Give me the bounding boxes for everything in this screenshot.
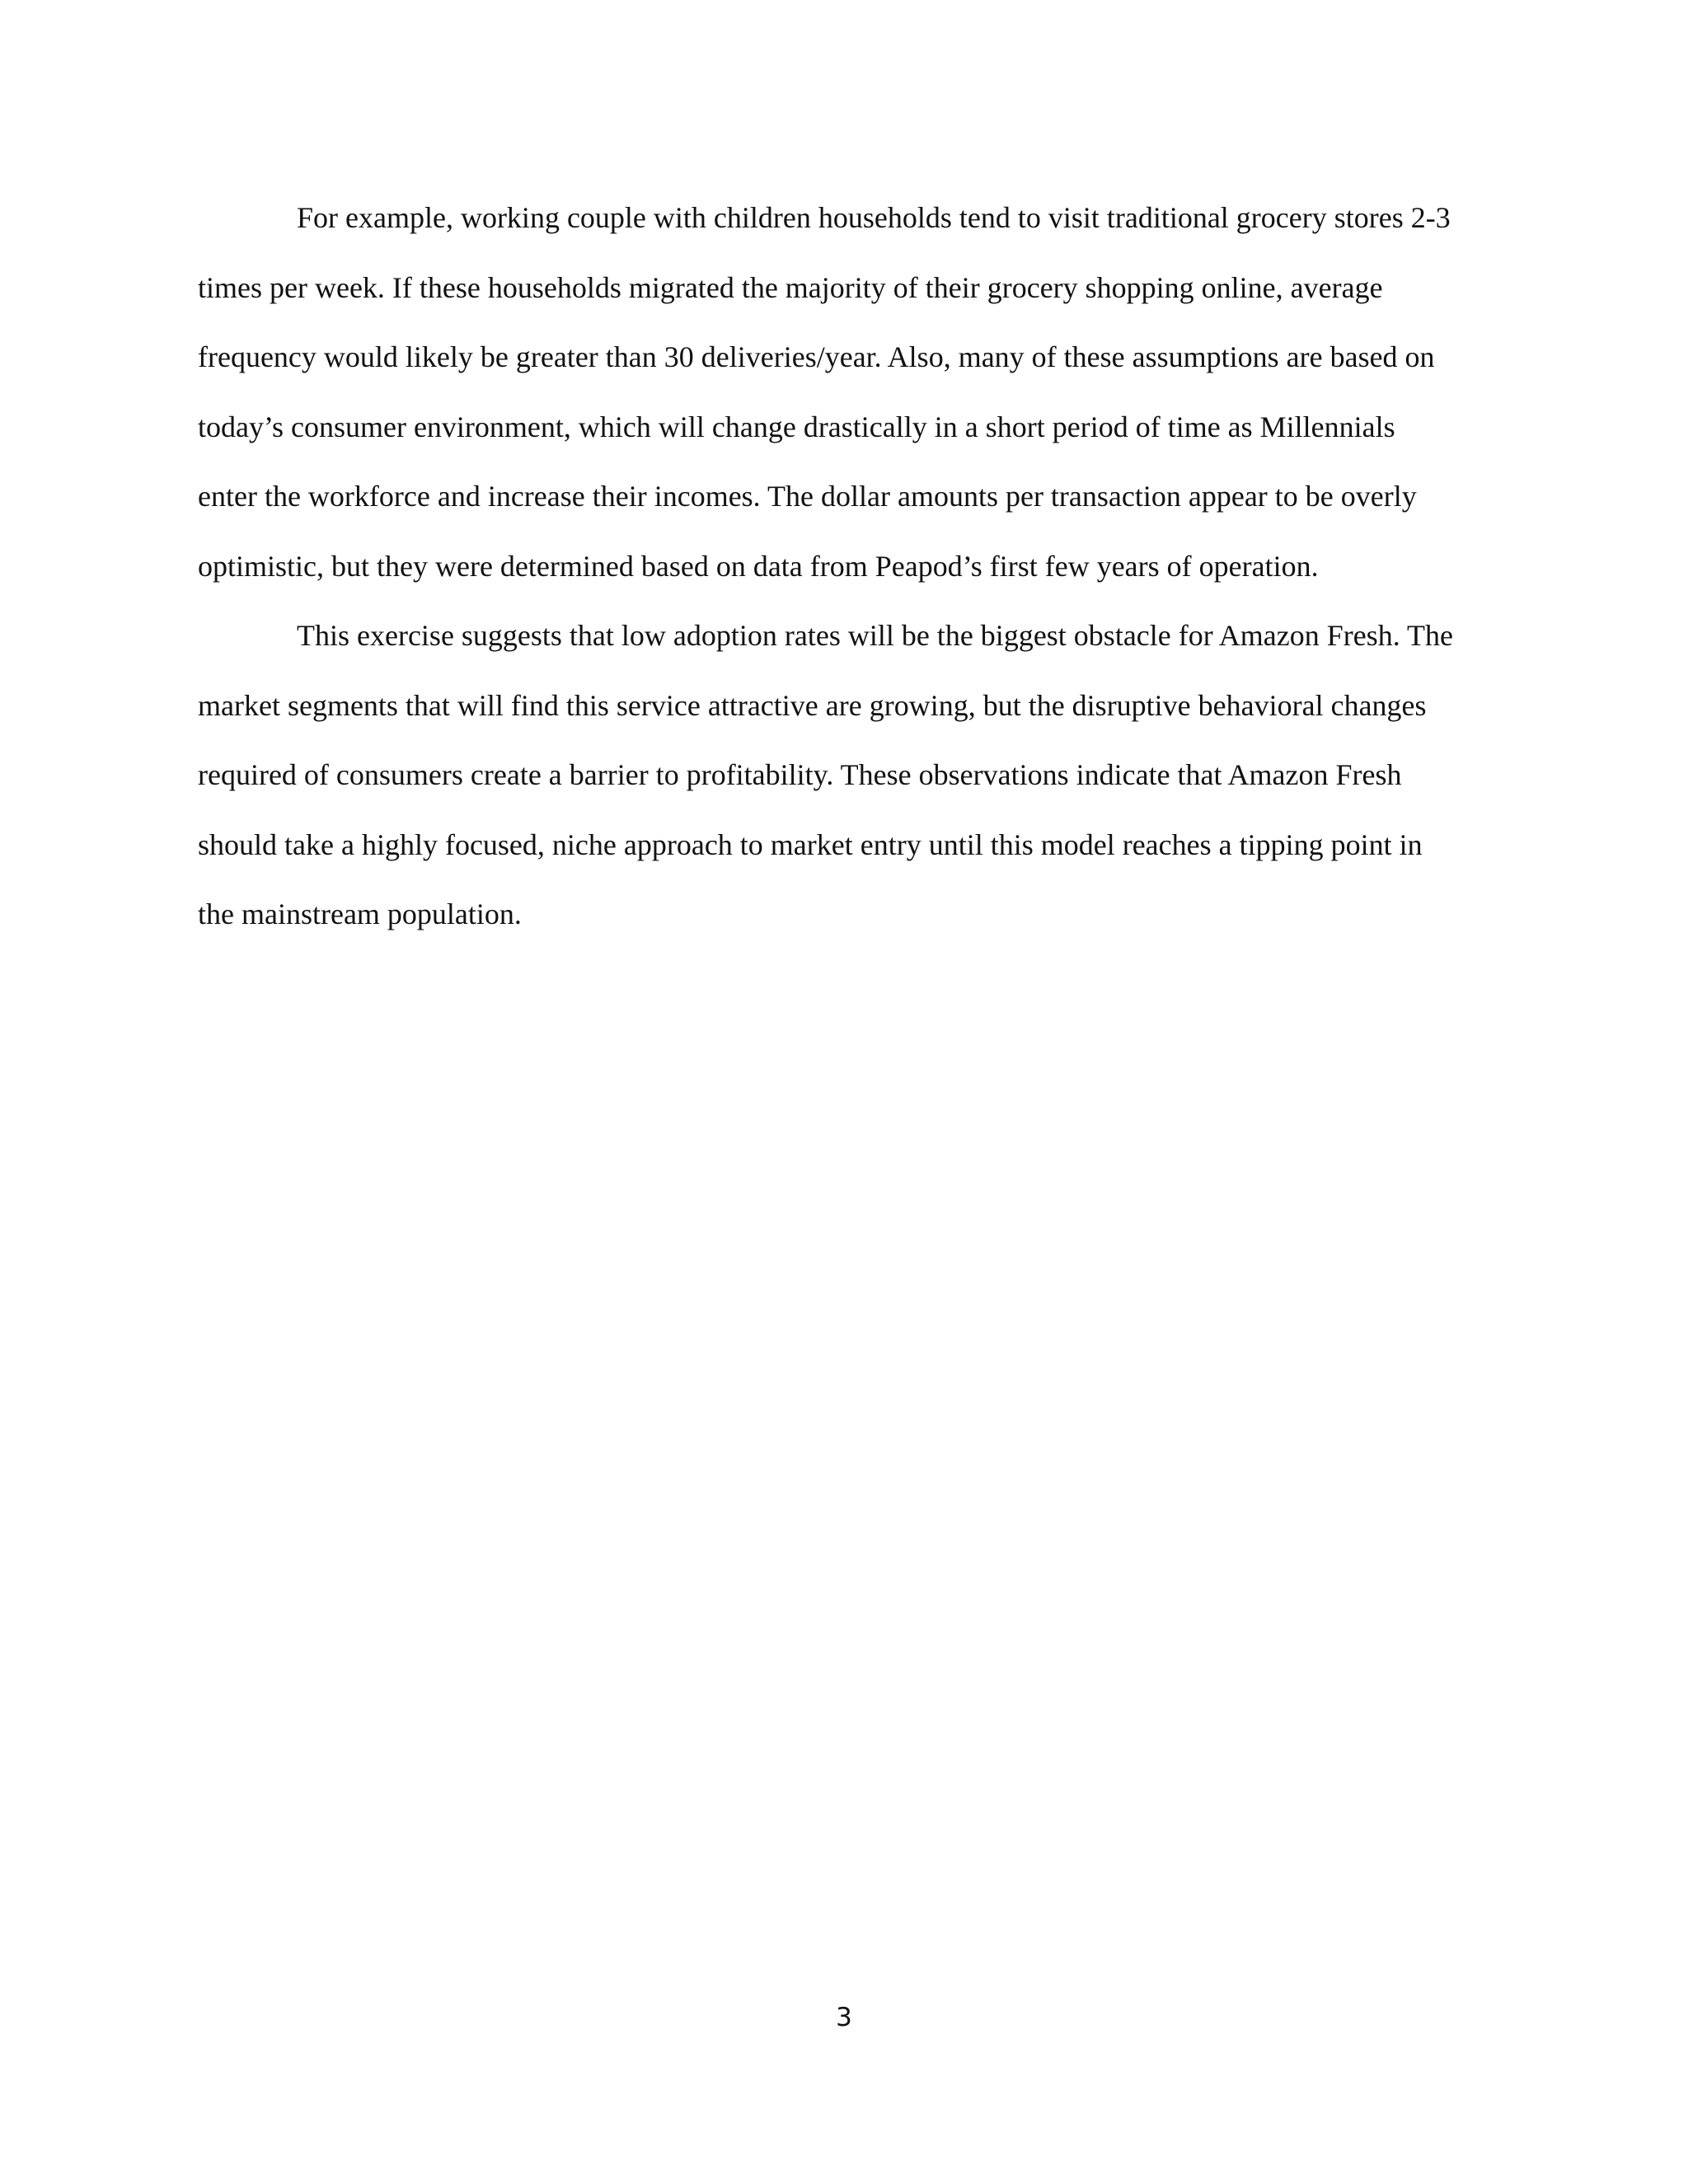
paragraph-line: required of consumers create a barrier to profitability. These observations indicate that Amazon Fresh: [198, 758, 1402, 791]
paragraph-line: today’s consumer environment, which will change drastically in a short period of time as Millennials: [198, 410, 1395, 443]
page-number: 3: [836, 2003, 852, 2032]
body-text: [198, 183, 1490, 949]
paragraph-line: For example, working couple with children households tend to visit traditional grocery stores 2-3: [297, 201, 1451, 234]
paragraph-2: [198, 601, 1490, 949]
paragraph-1: [198, 183, 1490, 601]
paragraph-line: times per week. If these households migrated the majority of their grocery shopping online, average: [198, 270, 1383, 304]
paragraph-line: the mainstream population.: [198, 898, 522, 930]
paragraph-line: market segments that will find this service attractive are growing, but the disruptive behavioral changes: [198, 688, 1427, 722]
paragraph-line: optimistic, but they were determined based on data from Peapod’s first few years of operation.: [198, 549, 1319, 583]
paragraph-line: This exercise suggests that low adoption rates will be the biggest obstacle for Amazon Fresh. The: [297, 619, 1454, 652]
paragraph-line: enter the workforce and increase their incomes. The dollar amounts per transaction appear to be overly: [198, 480, 1417, 513]
paragraph-line: should take a highly focused, niche approach to market entry until this model reaches a tipping point in: [198, 827, 1423, 861]
paragraph-line: frequency would likely be greater than 30 deliveries/year. Also, many of these assumptions are based on: [198, 340, 1435, 373]
